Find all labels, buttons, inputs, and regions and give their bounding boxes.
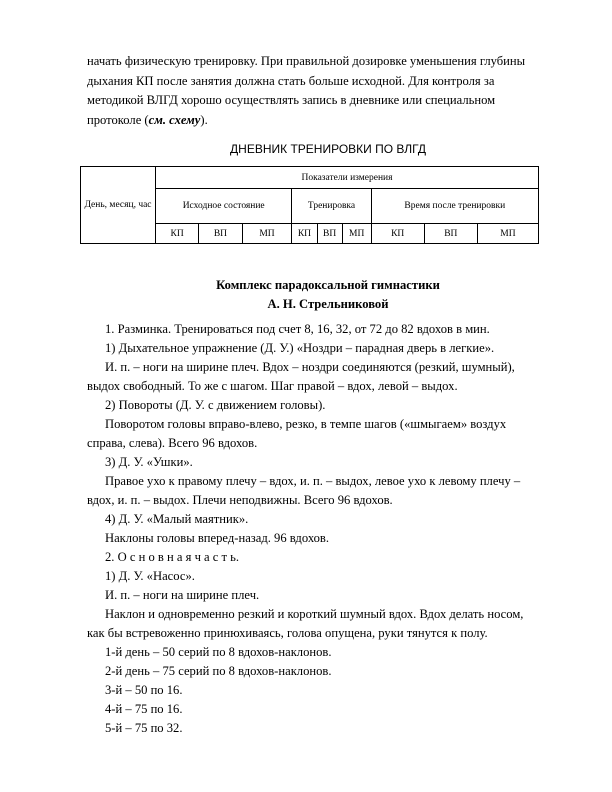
diary-group-header: Время после тренировки	[371, 189, 538, 224]
body-line: Наклон и одновременно резкий и короткий шумный вдох. Вдох делать носом,	[105, 607, 524, 621]
diary-subcol: МП	[242, 224, 292, 244]
body-line: справа, слева). Всего 96 вдохов.	[87, 436, 258, 450]
body-line: 1. Разминка. Тренироваться под счет 8, 16, 32, от 72 до 82 вдохов в мин.	[105, 322, 490, 336]
body-line: И. п. – ноги на ширине плеч.	[105, 588, 260, 602]
body-line: 4) Д. У. «Малый маятник».	[105, 512, 249, 526]
intro-line: начать физическую тренировку. При правильной дозировке уменьшения глубины	[87, 54, 526, 68]
body-line: вдох, и. п. – выдох. Плечи неподвижны. Всего 96 вдохов.	[87, 493, 393, 507]
diary-subcol: ВП	[424, 224, 477, 244]
body-line: как бы встревоженно принюхиваясь, голова опущена, руки тянутся к полу.	[87, 626, 488, 640]
intro-line: ).	[200, 112, 208, 127]
diary-subcol: ВП	[199, 224, 242, 244]
body-line: 2-й день – 75 серий по 8 вдохов-наклонов.	[105, 664, 332, 678]
body-line: 4-й – 75 по 16.	[105, 702, 183, 716]
diary-subcol: ВП	[317, 224, 342, 244]
body-line: 1-й день – 50 серий по 8 вдохов-наклонов.	[105, 645, 332, 659]
body-line: 2. О с н о в н а я ч а с т ь.	[105, 550, 240, 564]
body-line: 2) Повороты (Д. У. с движением головы).	[105, 398, 326, 412]
body-line: И. п. – ноги на ширине плеч. Вдох – ноздри соединяются (резкий, шумный),	[105, 360, 515, 374]
diary-main-header: Показатели измерения	[156, 167, 539, 189]
complex-author: А. Н. Стрельниковой	[267, 297, 389, 311]
body-line: 3) Д. У. «Ушки».	[105, 455, 193, 469]
intro-line: протоколе (	[87, 112, 149, 127]
diary-title: ДНЕВНИК ТРЕНИРОВКИ ПО ВЛГД	[230, 142, 426, 156]
diary-subcol: КП	[156, 224, 199, 244]
body-line: 1) Д. У. «Насос».	[105, 569, 195, 583]
intro-line: методикой ВЛГД хорошо осуществлять запись в дневнике или специальном	[87, 93, 496, 107]
diary-table	[80, 166, 539, 244]
intro-paragraph	[87, 52, 569, 130]
diary-date-header: День, месяц, час	[81, 167, 156, 244]
diary-group-header: Исходное состояние	[156, 189, 292, 224]
diary-subcol: КП	[371, 224, 424, 244]
body-line: 1) Дыхательное упражнение (Д. У.) «Ноздри – парадная дверь в легкие».	[105, 341, 495, 355]
diary-group-header: Тренировка	[292, 189, 371, 224]
body-line: Правое ухо к правому плечу – вдох, и. п. – выдох, левое ухо к левому плечу –	[105, 474, 521, 488]
diary-subcol: МП	[342, 224, 371, 244]
intro-line: дыхания КП после занятия должна стать больше исходной. Для контроля за	[87, 73, 495, 88]
diary-subcol: КП	[292, 224, 317, 244]
body-line: выдох свободный. То же с шагом. Шаг правой – вдох, левой – выдох.	[87, 379, 458, 393]
body-line: Поворотом головы вправо-влево, резко, в темпе шагов («шмыгаем» воздух	[105, 417, 507, 431]
body-line: 3-й – 50 по 16.	[105, 683, 183, 697]
diary-subcol: МП	[477, 224, 538, 244]
intro-emphasis: см. схему	[148, 112, 201, 127]
body-line: 5-й – 75 по 32.	[105, 721, 183, 735]
body-line: Наклоны головы вперед-назад. 96 вдохов.	[105, 531, 330, 545]
complex-title: Комплекс парадоксальной гимнастики	[216, 278, 440, 292]
